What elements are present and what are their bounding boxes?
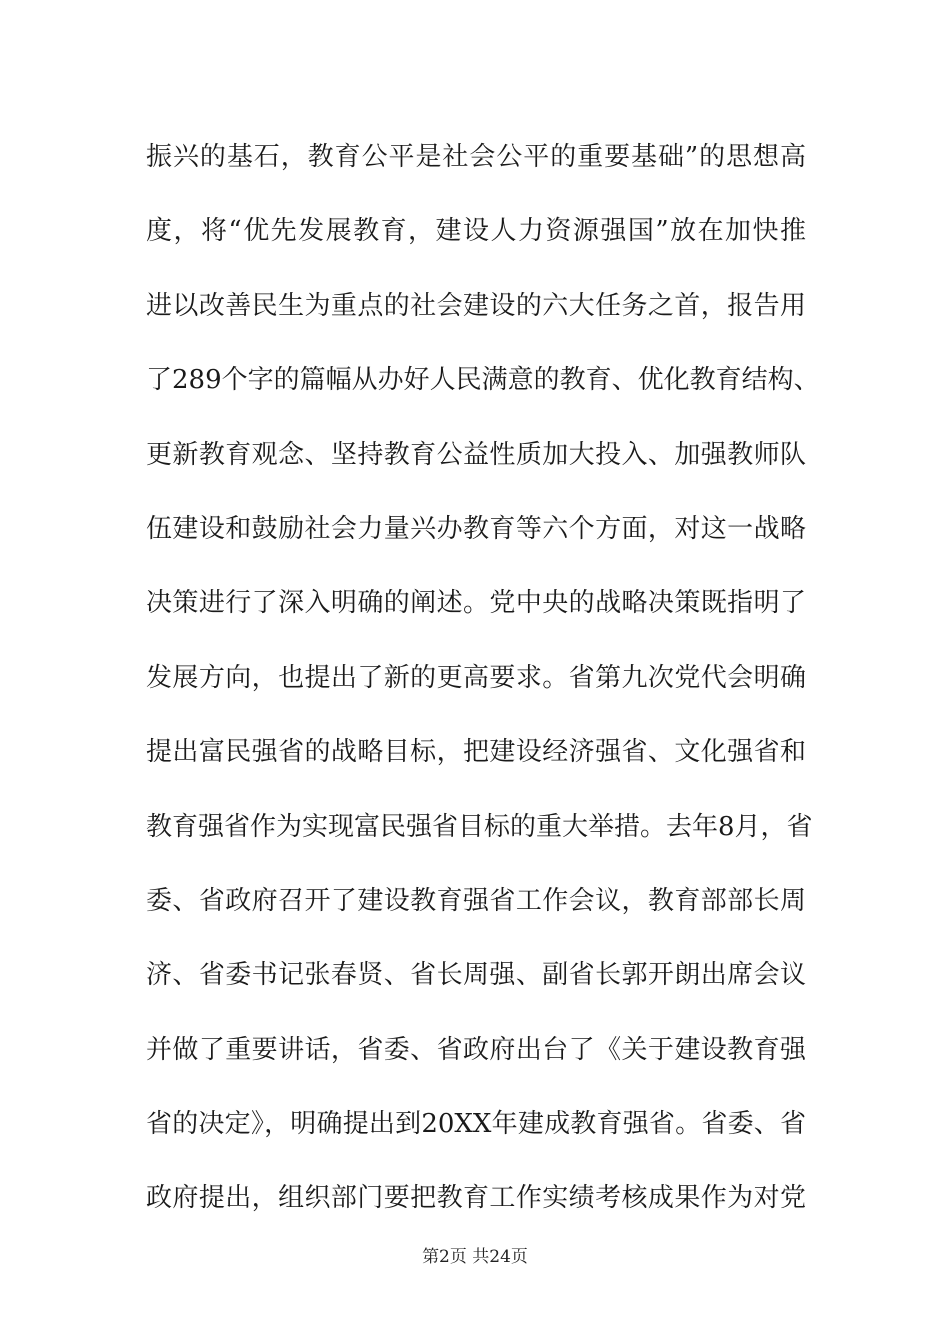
text-line: 振兴的基石，教育公平是社会公平的重要基础”的思想高 [146,142,806,172]
page-footer: 第2页 共24页 [422,1247,528,1267]
text-line: 并做了重要讲话，省委、省政府出台了《关于建设教育强 [146,1034,806,1065]
text-line: 了289个字的篇幅从办好人民满意的教育、优化教育结构、 [146,365,820,396]
text-line: 委、省政府召开了建设教育强省工作会议，教育部部长周 [146,885,806,916]
text-line: 济、省委书记张春贤、省长周强、副省长郭开朗出席会议 [146,960,806,991]
text-line: 发展方向，也提出了新的更高要求。省第九次党代会明确 [146,662,806,693]
text-line: 度，将“优先发展教育，建设人力资源强国”放在加快推 [146,216,806,247]
text-line: 进以改善民生为重点的社会建设的六大任务之首，报告用 [146,290,806,321]
text-line: 政府提出，组织部门要把教育工作实绩考核成果作为对党 [146,1183,806,1214]
text-line: 提出富民强省的战略目标，把建设经济强省、文化强省和 [146,737,806,768]
text-line: 决策进行了深入明确的阐述。党中央的战略决策既指明了 [146,588,806,619]
text-line: 伍建设和鼓励社会力量兴办教育等六个方面，对这一战略 [146,513,806,544]
body-text [146,130,820,1246]
text-line: 教育强省作为实现富民强省目标的重大举措。去年8月，省 [146,811,813,842]
text-line: 更新教育观念、坚持教育公益性质加大投入、加强教师队 [146,439,806,470]
text-line: 省的决定》，明确提出到20XX年建成教育强省。省委、省 [146,1109,806,1140]
